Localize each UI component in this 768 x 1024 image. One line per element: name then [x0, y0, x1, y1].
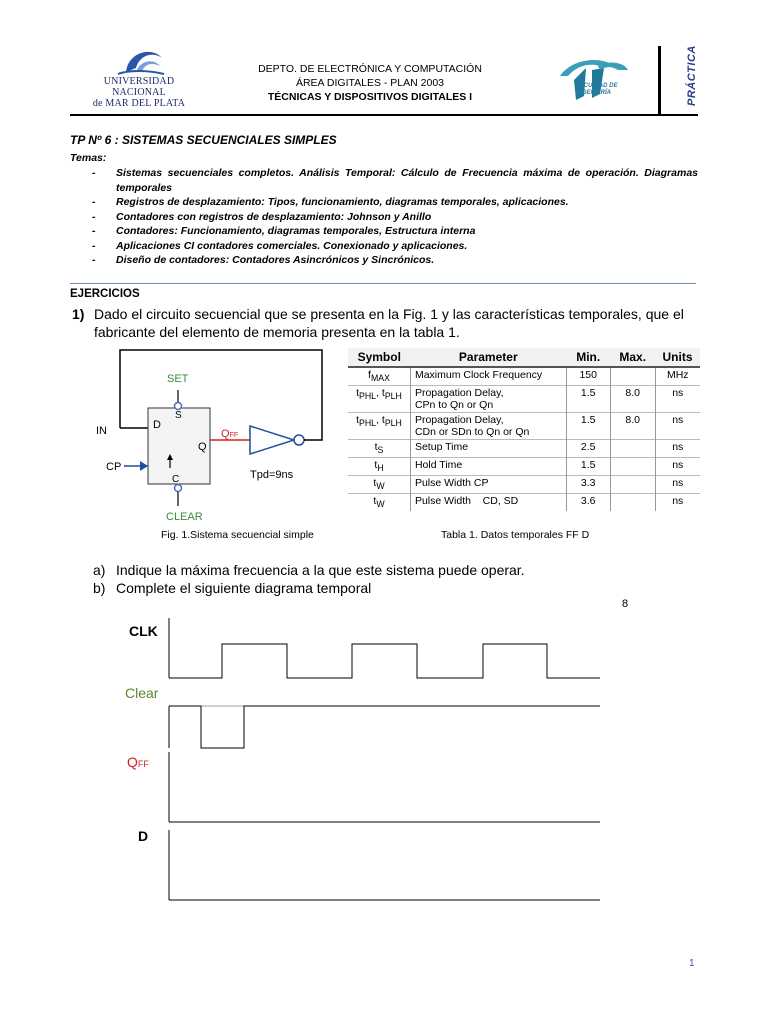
- cell-max: [610, 476, 655, 494]
- cell-param: Setup Time: [410, 440, 566, 458]
- tp-title: TP Nº 6 : SISTEMAS SECUENCIALES SIMPLES: [70, 133, 337, 147]
- table-caption: Tabla 1. Datos temporales FF D: [441, 529, 590, 541]
- section-divider: [70, 283, 696, 284]
- cell-symbol: $t_{PHL}$, $t_{PLH}$: [348, 386, 410, 413]
- tpd-label: Tpd=9ns: [250, 469, 294, 481]
- d-pin-label: D: [153, 419, 161, 431]
- q-pin-label: Q: [198, 441, 207, 453]
- subquestions: [93, 561, 525, 597]
- university-name-line1: UNIVERSIDAD NACIONAL: [103, 76, 175, 98]
- cell-symbol: $t_W$: [348, 476, 410, 494]
- cell-max: [610, 440, 655, 458]
- cell-units: ns: [655, 476, 700, 494]
- cp-label: CP: [106, 461, 122, 473]
- cell-param: Hold Time: [410, 458, 566, 476]
- cell-min: 150: [566, 367, 610, 386]
- faculty-text-1: FACULTAD DE: [576, 83, 618, 89]
- col-units: Units: [655, 348, 700, 367]
- table-row: [348, 413, 700, 440]
- s-pin-label: S: [175, 410, 182, 421]
- clk-label: CLK: [129, 623, 158, 639]
- topics-list: [70, 166, 698, 268]
- table-row: [348, 386, 700, 413]
- set-pin-circle: [175, 403, 182, 410]
- c-pin-label: C: [172, 474, 180, 485]
- cell-param: Pulse Width CD, SD: [410, 494, 566, 512]
- dept-name: DEPTO. DE ELECTRÓNICA Y COMPUTACIÓN: [258, 63, 482, 75]
- header-divider: [658, 46, 661, 114]
- clear-waveform: [169, 706, 600, 748]
- practica-text: PRÁCTICA: [686, 45, 698, 106]
- figure-caption: Fig. 1.Sistema secuencial simple: [161, 529, 314, 541]
- col-symbol: Symbol: [348, 348, 410, 367]
- cell-units: ns: [655, 386, 700, 413]
- subquestion-a: a) Indique la máxima frecuencia a la que este sistema puede operar.: [93, 562, 525, 578]
- cell-param: Propagation Delay, CDn or SDn to Qn or Qn: [410, 413, 566, 440]
- clk-waveform: [169, 644, 600, 678]
- table-row: [348, 440, 700, 458]
- faculty-logo: [552, 54, 632, 110]
- list-item: - Sistemas secuenciales completos. Análisis Temporal: Cálculo de Frecuencia máxima de operación. Diagramas temporales: [92, 167, 698, 194]
- cell-max: 8.0: [610, 386, 655, 413]
- stray-number: 8: [622, 598, 629, 610]
- table-header-row: [348, 348, 700, 367]
- cell-units: ns: [655, 440, 700, 458]
- cell-symbol: $t_H$: [348, 458, 410, 476]
- cell-symbol: $f_{MAX}$: [348, 367, 410, 386]
- cell-max: 8.0: [610, 413, 655, 440]
- practica-label: [676, 45, 716, 110]
- cell-symbol: $t_{PHL}$, $t_{PLH}$: [348, 413, 410, 440]
- cell-units: MHz: [655, 367, 700, 386]
- cell-param: Maximum Clock Frequency: [410, 367, 566, 386]
- list-item: - Registros de desplazamiento: Tipos, funcionamiento, diagramas temporales, aplicaciones.: [92, 196, 569, 208]
- inverter-bubble: [294, 435, 304, 445]
- subquestion-b: b) Complete el siguiente diagrama temporal: [93, 580, 372, 596]
- cell-units: ns: [655, 458, 700, 476]
- cell-min: 3.3: [566, 476, 610, 494]
- cell-units: ns: [655, 494, 700, 512]
- university-wave-icon: [78, 44, 202, 78]
- table-row: [348, 367, 700, 386]
- qff-label: QFF: [221, 428, 239, 440]
- page-number: 1: [689, 958, 695, 969]
- temas-label: Temas:: [70, 152, 107, 164]
- university-name-line2: de MAR DEL PLATA: [92, 98, 186, 109]
- list-item: - Diseño de contadores: Contadores Asincrónicos y Sincrónicos.: [92, 254, 435, 266]
- clear-signal-label: Clear: [125, 685, 159, 701]
- inverter-gate: [250, 426, 294, 454]
- d-signal-label: D: [138, 828, 149, 844]
- table-row: [348, 494, 700, 512]
- faculty-text-2: INGENIERÍA: [576, 90, 612, 96]
- cell-min: 1.5: [566, 458, 610, 476]
- table-row: [348, 476, 700, 494]
- course-name: TÉCNICAS Y DISPOSITIVOS DIGITALES I: [267, 91, 473, 103]
- col-max: Max.: [610, 348, 655, 367]
- qff-signal-label: QFF: [127, 754, 149, 770]
- cell-symbol: $t_W$: [348, 494, 410, 512]
- faculty-logo-icon: [552, 54, 632, 110]
- question-1-text: Dado el circuito secuencial que se presenta en la Fig. 1 y las características temporales, que el fabricante del elemento de memoria presenta en la tabla 1.: [94, 306, 684, 340]
- timing-diagram: [120, 612, 610, 912]
- clear-pin-circle: [175, 485, 182, 492]
- university-name: [77, 76, 201, 109]
- clock-arrow-icon: [140, 461, 148, 471]
- cell-symbol: $t_S$: [348, 440, 410, 458]
- circuit-diagram: [90, 344, 340, 526]
- cell-max: [610, 494, 655, 512]
- timing-spec-table: [348, 348, 700, 511]
- cell-min: 2.5: [566, 440, 610, 458]
- list-item: - Contadores con registros de desplazamiento: Johnson y Anillo: [92, 210, 432, 223]
- cell-max: [610, 458, 655, 476]
- header-rule: [70, 114, 698, 116]
- cell-min: 1.5: [566, 413, 610, 440]
- ejercicios-heading: EJERCICIOS: [70, 288, 140, 300]
- cell-max: [610, 367, 655, 386]
- list-item: - Aplicaciones CI contadores comerciales. Conexionado y aplicaciones.: [92, 239, 468, 252]
- table-row: [348, 458, 700, 476]
- cell-param: Pulse Width CP: [410, 476, 566, 494]
- list-item: - Contadores: Funcionamiento, diagramas temporales, Estructura interna: [92, 225, 476, 237]
- clear-label: CLEAR: [166, 511, 203, 523]
- cell-param: Propagation Delay, CPn to Qn or Qn: [410, 386, 566, 413]
- set-label: SET: [167, 373, 189, 385]
- cell-min: 1.5: [566, 386, 610, 413]
- col-min: Min.: [566, 348, 610, 367]
- cell-units: ns: [655, 413, 700, 440]
- question-1-number: 1): [72, 306, 85, 322]
- area-name: ÁREA DIGITALES - PLAN 2003: [295, 77, 445, 89]
- in-label: IN: [96, 425, 107, 437]
- cell-min: 3.6: [566, 494, 610, 512]
- header-center: [230, 62, 510, 104]
- col-parameter: Parameter: [410, 348, 566, 367]
